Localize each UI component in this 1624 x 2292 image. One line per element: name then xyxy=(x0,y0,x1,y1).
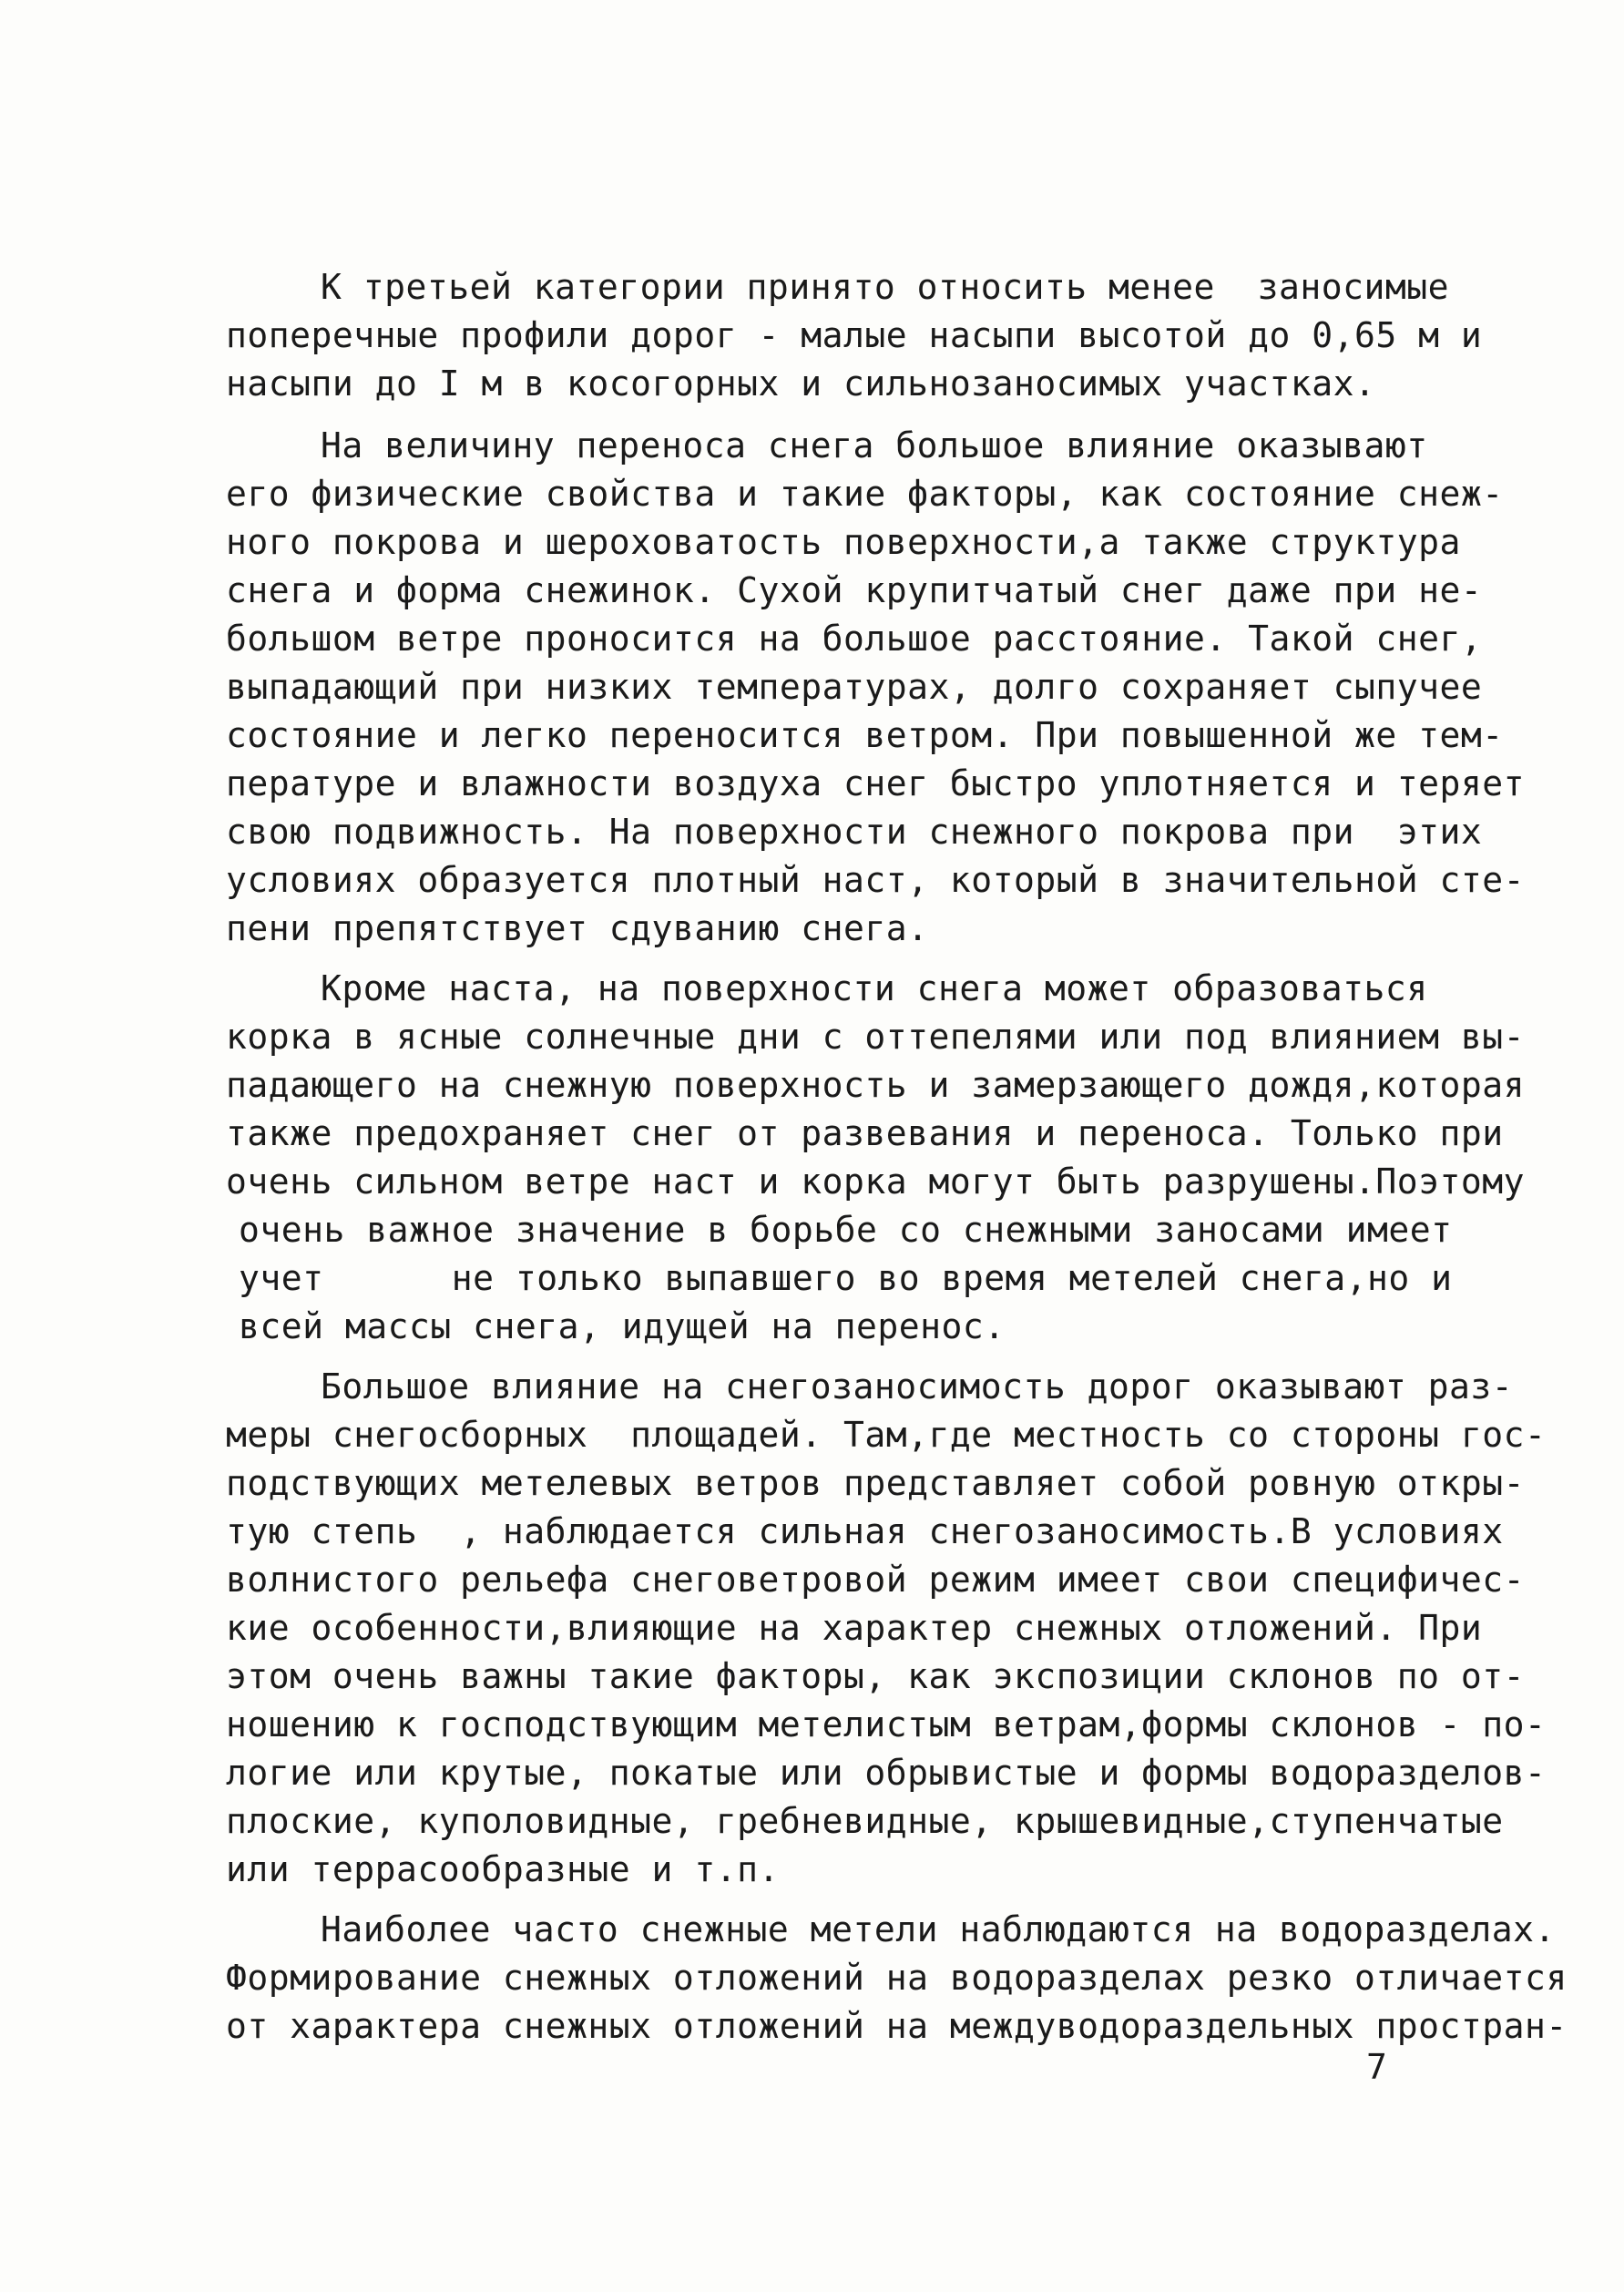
text-line: логие или крутые, покатые или обрывистые и формы водоразделов- xyxy=(226,1753,1547,1793)
text-line: волнистого рельефа снеговетровой режим имеет свои специфичес- xyxy=(226,1560,1526,1600)
text-line: всей массы снега, идущей на перенос. xyxy=(239,1306,1006,1346)
text-line: корка в ясные солнечные дни с оттепелями или под влиянием вы- xyxy=(226,1017,1526,1057)
text-line: На величину переноса снега большое влияние оказывают xyxy=(321,425,1428,466)
text-line: К третьей категории принято относить менее заносимые xyxy=(321,267,1450,307)
text-line: Формирование снежных отложений на водоразделах резко отличается xyxy=(226,1958,1568,1998)
text-line: Наиболее часто снежные метели наблюдаются на водоразделах. xyxy=(321,1909,1556,1949)
text-line: ного покрова и шероховатость поверхности,а также структура xyxy=(226,522,1461,562)
text-line: тую степь , наблюдается сильная снегозаносимость.В условиях xyxy=(226,1511,1504,1551)
text-line: большом ветре проносится на большое расстояние. Такой снег, xyxy=(226,619,1483,659)
text-line: очень важное значение в борьбе со снежными заносами имеет xyxy=(239,1210,1453,1250)
text-line: учет не только выпавшего во время метелей снега,но и xyxy=(239,1258,1453,1298)
text-line: плоские, куполовидные, гребневидные, крышевидные,ступенчатые xyxy=(226,1801,1504,1841)
text-line: пени препятствует сдуванию снега. xyxy=(226,908,929,948)
text-line: выпадающий при низких температурах, долго сохраняет сыпучее xyxy=(226,667,1483,707)
text-line: от характера снежных отложений на междуводораздельных простран- xyxy=(226,2006,1568,2046)
text-line: его физические свойства и такие факторы, как состояние снеж- xyxy=(226,474,1504,514)
text-line: меры снегосборных площадей. Там,где местность со стороны гос- xyxy=(226,1415,1547,1455)
text-line: кие особенности,влияющие на характер снежных отложений. При xyxy=(226,1608,1483,1648)
text-line: состояние и легко переносится ветром. При повышенной же тем- xyxy=(226,715,1504,755)
text-line: Кроме наста, на поверхности снега может образоваться xyxy=(321,968,1428,1008)
text-line: ношению к господствующим метелистым ветрам,формы склонов - по- xyxy=(226,1704,1547,1745)
text-line: пературе и влажности воздуха снег быстро уплотняется и теряет xyxy=(226,763,1526,803)
text-line: Большое влияние на снегозаносимость дорог оказывают раз- xyxy=(321,1366,1514,1407)
text-line: также предохраняет снег от развевания и переноса. Только при xyxy=(226,1113,1504,1153)
text-line: свою подвижность. На поверхности снежного покрова при этих xyxy=(226,812,1483,852)
text-line: условиях образуется плотный наст, который в значительной сте- xyxy=(226,860,1526,900)
text-line: подствующих метелевых ветров представляет собой ровную откры- xyxy=(226,1463,1526,1503)
text-line: или террасообразные и т.п. xyxy=(226,1849,780,1889)
text-line: этом очень важны такие факторы, как экспозиции склонов по от- xyxy=(226,1656,1526,1696)
text-line: насыпи до I м в косогорных и сильнозаносимых участках. xyxy=(226,363,1376,404)
text-line: очень сильном ветре наст и корка могут быть разрушены.Поэтому xyxy=(226,1161,1526,1202)
text-line: поперечные профили дорог - малые насыпи высотой до 0,65 м и xyxy=(226,315,1483,355)
page-number: 7 xyxy=(1366,2047,1387,2087)
text-line: снега и форма снежинок. Сухой крупитчатый снег даже при не- xyxy=(226,570,1483,610)
text-line: падающего на снежную поверхность и замерзающего дождя,которая xyxy=(226,1065,1526,1105)
